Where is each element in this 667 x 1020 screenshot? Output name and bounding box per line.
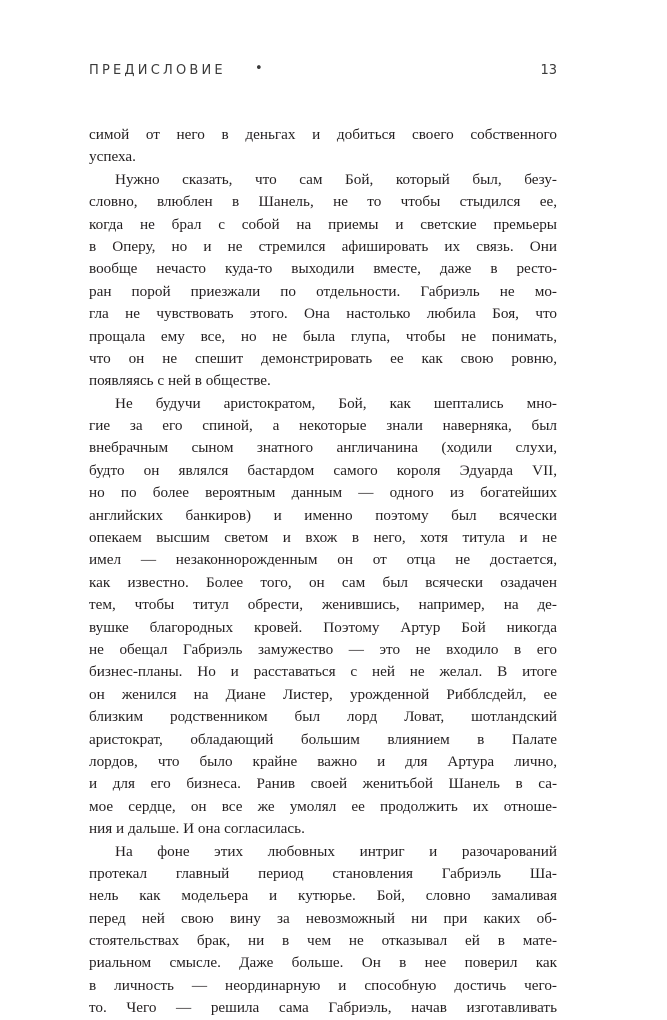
text-line: он женился на Диане Листер, урожденной Рибблсдейл, ее <box>89 685 557 703</box>
text-line: и для его бизнеса. Ранив своей женитьбой Шанель в са- <box>89 775 557 793</box>
text-line: протекал главный период становления Габриэль Ша- <box>89 864 557 882</box>
text-line: в Оперу, но и не стремился афишировать их связь. Они <box>89 237 557 255</box>
text-line: нель как модельера и кутюрье. Бой, словно замаливая <box>89 887 557 905</box>
running-head <box>89 63 557 83</box>
text-line: как известно. Более того, он сам был всячески озадачен <box>89 573 557 591</box>
text-line: тем, чтобы титул обрести, женившись, например, на де- <box>89 596 557 614</box>
text-line: что он не спешит демонстрировать ее как свою ровню, <box>89 349 557 367</box>
text-line: На фоне этих любовных интриг и разочарований <box>115 842 557 860</box>
text-line: Нужно сказать, что сам Бой, который был, безу- <box>115 170 557 188</box>
text-line: вушке благородных кровей. Поэтому Артур Бой никогда <box>89 618 557 636</box>
text-line: гие за его спиной, а некоторые знали наверняка, был <box>89 417 557 435</box>
text-line: вообще нечасто куда-то выходили вместе, даже в ресто- <box>89 260 557 278</box>
text-line: аристократ, обладающий большим влиянием в Палате <box>89 730 557 748</box>
text-line: Не будучи аристократом, Бой, как шептались мно- <box>115 394 557 412</box>
text-line: успеха. <box>89 148 136 166</box>
text-line: но по более вероятным данным — одного из богатейших <box>89 484 557 502</box>
text-line: симой от него в деньгах и добиться своего собственного <box>89 126 557 143</box>
bullet-icon: • <box>255 61 263 76</box>
text-line: риальном смысле. Даже больше. Он в нее поверил как <box>89 954 557 972</box>
text-line: когда не брал с собой на приемы и светские премьеры <box>89 215 557 233</box>
section-title: ПРЕДИСЛОВИЕ <box>89 63 226 78</box>
text-line: стоятельствах брак, ни в чем не отказывал ей в мате- <box>89 932 557 950</box>
text-line: то. Чего — решила сама Габриэль, начав изготавливать <box>89 999 557 1017</box>
text-line: перед ней свою вину за невозможный ни при каких об- <box>89 909 557 927</box>
text-line: опекаем высшим светом и вхож в него, хотя титула и не <box>89 529 557 547</box>
text-line: в личность — неординарную и способную достичь чего- <box>89 976 557 994</box>
text-line: появляясь с ней в обществе. <box>89 372 271 390</box>
text-line: будто он являлся бастардом самого короля Эдуарда VII, <box>89 461 557 479</box>
text-line: ния и дальше. И она согласилась. <box>89 820 305 838</box>
text-line: мое сердце, он все же умолял ее продолжить их отноше- <box>89 797 557 815</box>
text-line: гла не чувствовать этого. Она настолько любила Боя, что <box>89 305 557 323</box>
text-line: словно, влюблен в Шанель, не то чтобы стыдился ее, <box>89 193 557 211</box>
text-line: ран порой приезжали по отдельности. Габриэль не мо- <box>89 282 557 300</box>
text-line: имел — незаконнорожденным он от отца не достается, <box>89 551 557 569</box>
text-line: не обещал Габриэль замужество — это не входило в его <box>89 640 557 658</box>
body-text <box>89 124 557 1020</box>
page-number: 13 <box>540 63 557 78</box>
text-line: английских банкиров) и именно поэтому был всячески <box>89 506 557 524</box>
text-line: близким родственником был лорд Ловат, шотландский <box>89 708 557 726</box>
text-line: лордов, что было крайне важно и для Артура лично, <box>89 752 557 770</box>
text-line: внебрачным сыном знатного англичанина (ходили слухи, <box>89 439 557 457</box>
text-line: прощала ему все, но не была глупа, чтобы не понимать, <box>89 327 557 345</box>
text-line: бизнес-планы. Но и расставаться с ней не желал. В итоге <box>89 663 557 681</box>
